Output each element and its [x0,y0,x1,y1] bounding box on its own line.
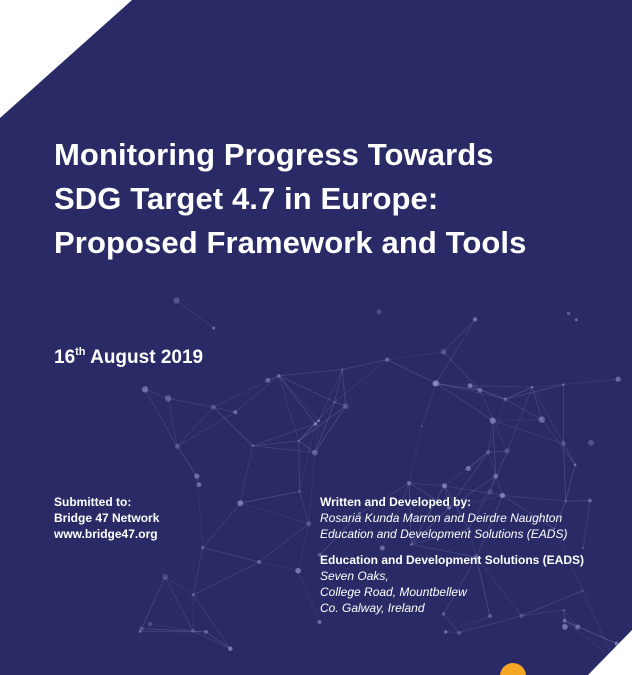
address-line-3: Co. Galway, Ireland [320,601,425,615]
address-line-2: College Road, Mountbellew [320,585,467,599]
submitted-block [54,494,159,542]
submitted-url: www.bridge47.org [54,527,158,541]
date-rest: August 2019 [85,347,204,368]
title-line-1: Monitoring Progress Towards [54,137,494,172]
submitted-heading: Submitted to: [54,495,132,509]
address-line-1: Seven Oaks, [320,569,389,583]
document-title [54,133,614,265]
address-heading: Education and Development Solutions (EADS) [320,553,585,567]
authors-affiliation: Education and Development Solutions (EADS) [320,527,568,541]
authors-block [320,494,584,616]
authors-names: Rosaria Kunda Marron and Deirdre Naughton [320,511,563,525]
authors-heading: Written and Developed by: [320,495,472,509]
title-line-3: Proposed Framework and Tools [54,225,527,260]
date-suffix: th [75,346,86,358]
submitted-org: Bridge 47 Network [54,511,160,525]
publication-date [54,346,203,369]
title-line-2: SDG Target 4.7 in Europe: [54,181,439,216]
date-day: 16 [54,347,76,368]
